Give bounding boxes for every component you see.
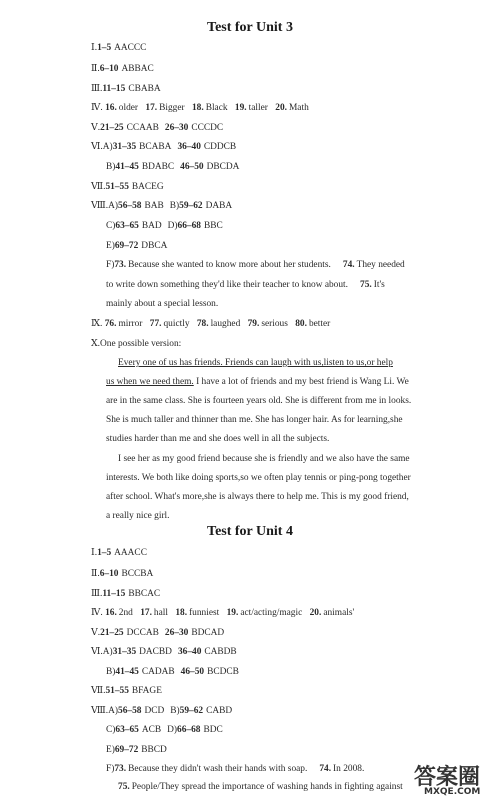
u4-section-5: Ⅴ.21–25 DCCAB 26–30 BDCAD <box>91 628 225 638</box>
u4-section-1: Ⅰ.1–5 AAACC <box>91 548 147 558</box>
u3-section-8ab: Ⅷ.A)56–58 BAB B)59–62 DABA <box>91 201 233 211</box>
essay-line-9: a really nice girl. <box>106 511 170 521</box>
u4-section-8ab: Ⅷ.A)56–58 DCD B)59–62 CABD <box>91 706 233 716</box>
essay-line-4: She is much taller and thinner than me. She has longer hair. As for learning,she <box>106 415 403 425</box>
u4-section-2: Ⅱ.6–10 BCCBA <box>91 569 154 579</box>
u3-section-6b: B)41–45 BDABC 46–50 DBCDA <box>106 162 240 172</box>
u4-section-3: Ⅲ.11–15 BBCAC <box>91 589 161 599</box>
unit3-title: Test for Unit 3 <box>207 20 293 35</box>
u3-section-8e: E)69–72 DBCA <box>106 241 168 251</box>
u3-section-7: Ⅶ.51–55 BACEG <box>91 182 164 192</box>
u4-section-8f-line2: 75. People/They spread the importance of washing hands in fighting against <box>118 782 403 792</box>
essay-line-8: after school. What's more,she is always there to help me. This is my good friend, <box>106 492 409 502</box>
u4-section-7: Ⅶ.51–55 BFAGE <box>91 686 162 696</box>
u3-section-5: Ⅴ.21–25 CCAAB 26–30 CCCDC <box>91 123 224 133</box>
essay-line-2: us when we need them. I have a lot of friends and my best friend is Wang Li. We <box>106 377 409 387</box>
u3-section-1: Ⅰ.1–5 AACCC <box>91 43 147 53</box>
essay-line-6: I see her as my good friend because she is friendly and we also have the same <box>118 454 410 464</box>
watermark-url: MXQE.COM <box>424 787 481 797</box>
u3-section-4: Ⅳ. 16. older 17. Bigger 18. Black 19. taller 20. Math <box>91 103 309 113</box>
u3-section-6a: Ⅵ.A)31–35 BCABA 36–40 CDDCB <box>91 142 237 152</box>
u4-section-4: Ⅳ. 16. 2nd 17. hall 18. funniest 19. act/acting/magic 20. animals' <box>91 608 355 618</box>
watermark-logo: 答案圈 <box>414 765 481 790</box>
u3-section-3: Ⅲ.11–15 CBABA <box>91 84 161 94</box>
u3-section-8f-line1: F)73. Because she wanted to know more about her students. 74. They needed <box>106 260 405 270</box>
unit4-title: Test for Unit 4 <box>207 524 293 539</box>
u4-section-6a: Ⅵ.A)31–35 DACBD 36–40 CABDB <box>91 647 237 657</box>
essay-line-3: are in the same class. She is fourteen years old. She is different from me in looks. <box>106 396 412 406</box>
essay-line-5: studies harder than me and she does well in all the subjects. <box>106 434 330 444</box>
u3-section-8cd: C)63–65 BAD D)66–68 BBC <box>106 221 223 231</box>
u4-section-6b: B)41–45 CADAB 46–50 BCDCB <box>106 667 239 677</box>
essay-line-7: interests. We both like doing sports,so we often play tennis or ping-pong together <box>106 473 411 483</box>
u4-section-8e: E)69–72 BBCD <box>106 745 167 755</box>
u3-section-9: Ⅸ. 76. mirror 77. quictly 78. laughed 79. serious 80. better <box>91 319 331 329</box>
u3-section-2: Ⅱ.6–10 ABBAC <box>91 64 154 74</box>
u4-section-8cd: C)63–65 ACB D)66–68 BDC <box>106 725 223 735</box>
essay-line-1: Every one of us has friends. Friends can laugh with us,listen to us,or help <box>118 358 393 368</box>
u3-section-8f-line3: mainly about a special lesson. <box>106 299 219 309</box>
u3-section-8f-line2: to write down something they'd like their teacher to know about. 75. It's <box>106 280 385 290</box>
u3-section-10-intro: Ⅹ.One possible version: <box>91 339 182 349</box>
u4-section-8f-line1: F)73. Because they didn't wash their hands with soap. 74. In 2008. <box>106 764 365 774</box>
